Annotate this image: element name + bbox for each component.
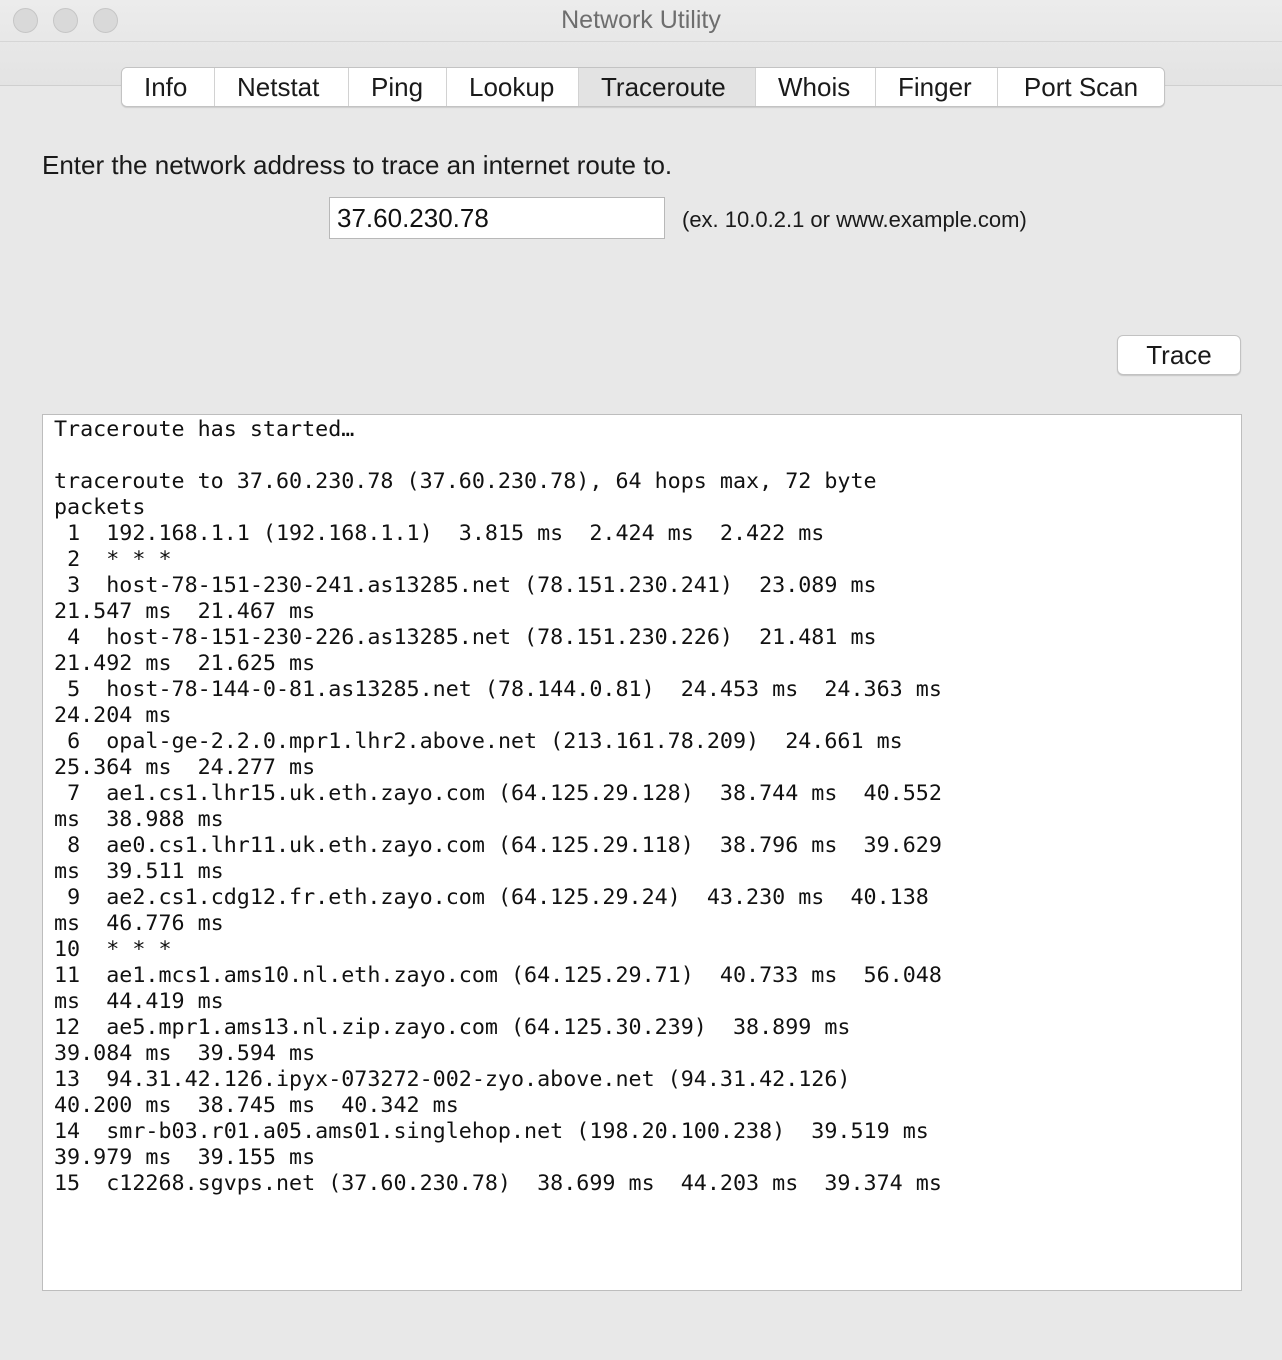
output-line: 40.200 ms 38.745 ms 40.342 ms: [54, 1093, 459, 1118]
tab-whois[interactable]: Whois: [756, 68, 876, 106]
traceroute-prompt: Enter the network address to trace an internet route to.: [42, 150, 673, 180]
tab-info[interactable]: Info: [122, 68, 215, 106]
output-line: packets: [54, 495, 146, 520]
output-line: 1 192.168.1.1 (192.168.1.1) 3.815 ms 2.424 ms 2.422 ms: [54, 521, 825, 546]
tab-traceroute[interactable]: Traceroute: [579, 68, 756, 106]
output-line: traceroute to 37.60.230.78 (37.60.230.78), 64 hops max, 72 byte: [54, 469, 877, 494]
title-bar-top: [0, 0, 1282, 42]
output-line: 8 ae0.cs1.lhr11.uk.eth.zayo.com (64.125.29.118) 38.796 ms 39.629: [54, 833, 942, 858]
output-line: 7 ae1.cs1.lhr15.uk.eth.zayo.com (64.125.29.128) 38.744 ms 40.552: [54, 781, 942, 806]
address-example-hint: (ex. 10.0.2.1 or www.example.com): [682, 207, 1027, 232]
output-line: 12 ae5.mpr1.ams13.nl.zip.zayo.com (64.125.30.239) 38.899 ms: [54, 1015, 851, 1040]
output-line: Traceroute has started…: [54, 417, 355, 442]
tab-ping[interactable]: Ping: [349, 68, 447, 106]
output-line: 21.492 ms 21.625 ms: [54, 651, 316, 676]
tab-lookup[interactable]: Lookup: [447, 68, 579, 106]
output-line: 39.084 ms 39.594 ms: [54, 1041, 316, 1066]
output-line: 10 * * *: [54, 937, 172, 962]
output-line: 25.364 ms 24.277 ms: [54, 755, 316, 780]
output-line: 39.979 ms 39.155 ms: [54, 1145, 316, 1170]
window-title: Network Utility: [561, 6, 721, 34]
output-line: 24.204 ms: [54, 703, 172, 728]
output-line: 9 ae2.cs1.cdg12.fr.eth.zayo.com (64.125.29.24) 43.230 ms 40.138: [54, 885, 929, 910]
traceroute-output-area[interactable]: [42, 414, 1242, 1291]
tab-netstat[interactable]: Netstat: [215, 68, 349, 106]
output-line: ms 38.988 ms: [54, 807, 224, 832]
output-line: 13 94.31.42.126.ipyx-073272-002-zyo.above.net (94.31.42.126): [54, 1067, 851, 1092]
output-line: ms 46.776 ms: [54, 911, 224, 936]
tab-bar: [121, 67, 1165, 107]
output-line: 6 opal-ge-2.2.0.mpr1.lhr2.above.net (213.161.78.209) 24.661 ms: [54, 729, 903, 754]
output-line: 14 smr-b03.r01.a05.ams01.singlehop.net (198.20.100.238) 39.519 ms: [54, 1119, 929, 1144]
output-line: 21.547 ms 21.467 ms: [54, 599, 316, 624]
output-line: 5 host-78-144-0-81.as13285.net (78.144.0.81) 24.453 ms 24.363 ms: [54, 677, 942, 702]
output-line: ms 39.511 ms: [54, 859, 224, 884]
traceroute-output-text: [54, 417, 1230, 1197]
tab-port-scan[interactable]: Port Scan: [998, 68, 1164, 106]
tab-finger[interactable]: Finger: [876, 68, 998, 106]
output-line: 4 host-78-151-230-226.as13285.net (78.151.230.226) 21.481 ms: [54, 625, 877, 650]
output-line: 11 ae1.mcs1.ams10.nl.eth.zayo.com (64.125.29.71) 40.733 ms 56.048: [54, 963, 942, 988]
output-line: 15 c12268.sgvps.net (37.60.230.78) 38.699 ms 44.203 ms 39.374 ms: [54, 1171, 942, 1196]
output-line: ms 44.419 ms: [54, 989, 224, 1014]
output-line: 2 * * *: [54, 547, 172, 572]
output-line: 3 host-78-151-230-241.as13285.net (78.151.230.241) 23.089 ms: [54, 573, 877, 598]
network-address-input[interactable]: [329, 197, 665, 239]
trace-button[interactable]: Trace: [1117, 335, 1241, 375]
